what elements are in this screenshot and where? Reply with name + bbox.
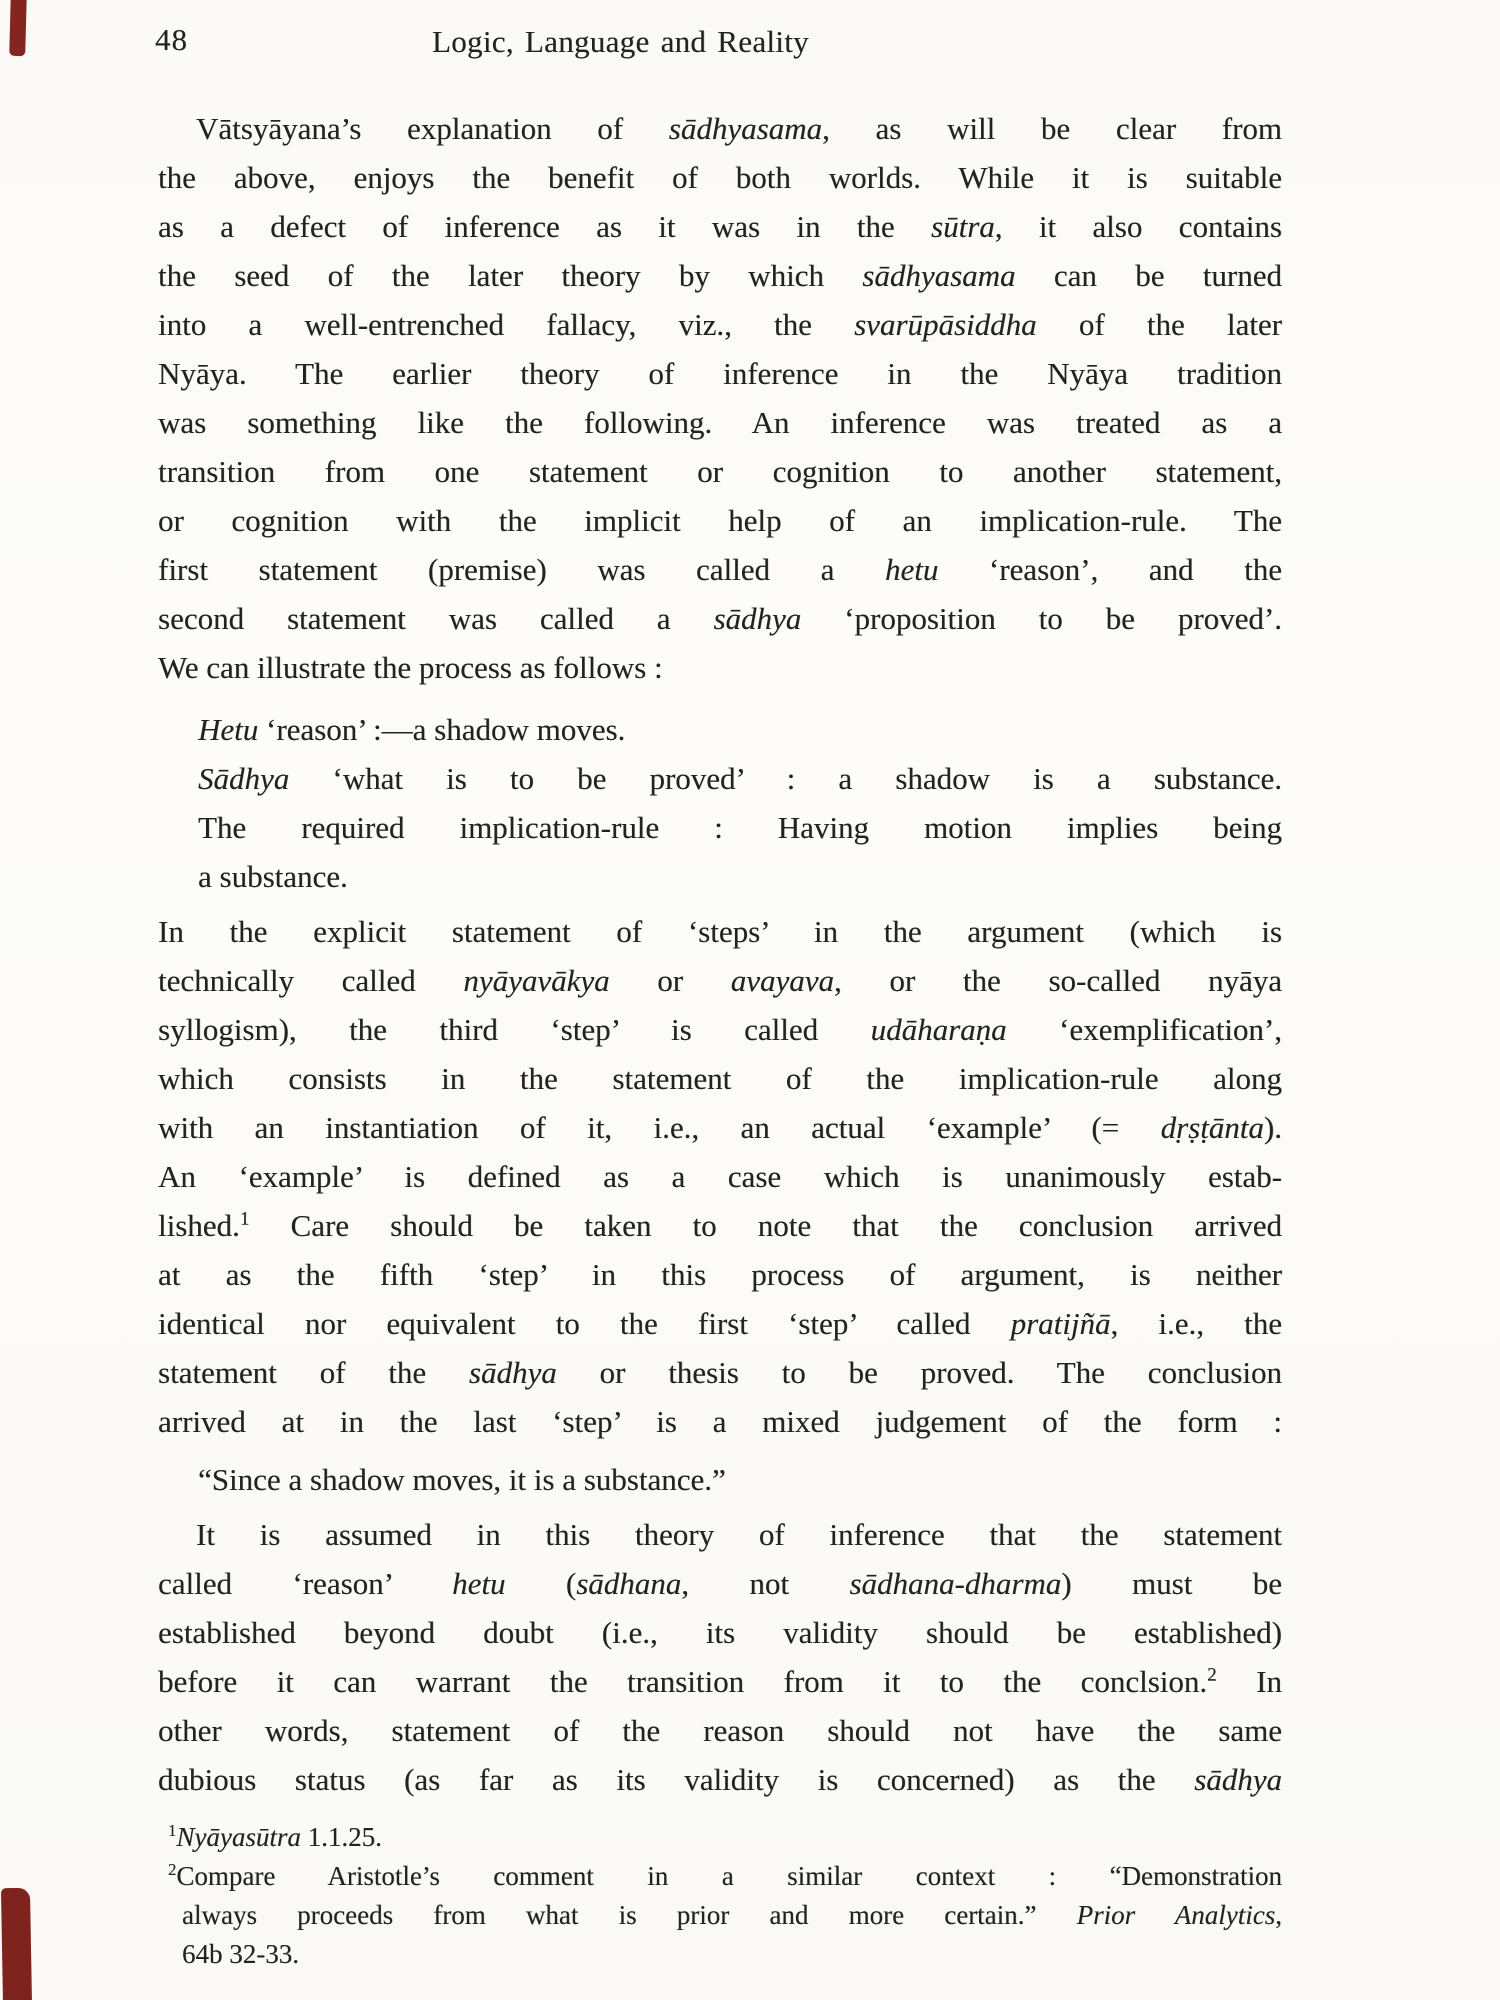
text-segment: a substance. — [198, 859, 348, 894]
text-segment: Vātsyāyana’s explanation of — [196, 111, 669, 146]
text-segment: can be turned — [1015, 258, 1282, 293]
text-line — [158, 1755, 1282, 1804]
italic-term: sādhana — [576, 1566, 682, 1601]
text-line — [158, 643, 1282, 692]
text-segment: other words, statement of the reason should not have the same — [158, 1713, 1282, 1748]
text-segment: 64b 32-33. — [182, 1939, 299, 1969]
italic-term: hetu — [884, 552, 939, 587]
text-segment: The required implication-rule : Having motion implies being — [198, 810, 1282, 845]
text-segment: which consists in the statement of the implication-rule along — [158, 1061, 1282, 1096]
text-segment: , i.e., the — [1110, 1306, 1283, 1341]
text-line — [198, 852, 1282, 901]
footnote-line — [168, 1935, 1282, 1974]
text-segment: or — [609, 963, 731, 998]
text-segment: the above, enjoys the benefit of both worlds. While it is suitable — [158, 160, 1282, 195]
text-segment: In — [1216, 1664, 1282, 1699]
example-block — [198, 705, 1282, 901]
text-segment: In the explicit statement of ‘steps’ in the argument (which is — [158, 914, 1282, 949]
text-segment: , — [1275, 1900, 1282, 1930]
text-line — [158, 1201, 1282, 1250]
text-segment: first statement (premise) was called a — [158, 552, 885, 587]
text-segment: ‘reason’, and the — [938, 552, 1282, 587]
text-line — [158, 1657, 1282, 1706]
footnote-reference: 1 — [239, 1208, 250, 1230]
text-line — [158, 447, 1282, 496]
text-segment: It is assumed in this theory of inference that the statement — [196, 1517, 1282, 1552]
text-line — [158, 1397, 1282, 1446]
text-segment: Compare Aristotle’s comment in a similar context : “Demonstration — [176, 1861, 1282, 1891]
text-line — [158, 104, 1282, 153]
text-segment: , not — [681, 1566, 850, 1601]
text-segment: ‘what is to be proved’ : a shadow is a substance. — [289, 761, 1282, 796]
footnote — [168, 1857, 1282, 1974]
text-line — [158, 1103, 1282, 1152]
text-segment: arrived at in the last ‘step’ is a mixed judgement of the form : — [158, 1404, 1282, 1439]
italic-term: nyāyavākya — [463, 963, 610, 998]
text-line — [158, 251, 1282, 300]
text-segment: ). — [1263, 1110, 1282, 1145]
paragraph — [158, 1510, 1282, 1804]
text-segment: syllogism), the third ‘step’ is called — [158, 1012, 871, 1047]
text-line — [158, 153, 1282, 202]
text-segment: statement of the — [158, 1355, 469, 1390]
text-line — [158, 398, 1282, 447]
text-segment: “Since a shadow moves, it is a substance.” — [198, 1462, 726, 1497]
page-body — [158, 104, 1282, 1974]
italic-term: hetu — [452, 1566, 506, 1601]
text-segment: Nyāya. The earlier theory of inference in the Nyāya tradition — [158, 356, 1282, 391]
text-line — [158, 202, 1282, 251]
text-line — [158, 1005, 1282, 1054]
text-segment: ‘exemplification’, — [1006, 1012, 1282, 1047]
text-segment: into a well-entrenched fallacy, viz., the — [158, 307, 855, 342]
text-line — [158, 496, 1282, 545]
text-line — [158, 545, 1282, 594]
page-number: 48 — [155, 22, 188, 57]
italic-term: sādhya — [1194, 1762, 1282, 1797]
book-binding-mark-bottom — [1, 1888, 32, 2000]
text-line — [158, 1152, 1282, 1201]
text-segment: , as will be clear from — [822, 111, 1283, 146]
footnote-line — [168, 1857, 1282, 1896]
text-line — [158, 1299, 1282, 1348]
text-line — [158, 1250, 1282, 1299]
text-segment: as a defect of inference as it was in the — [158, 209, 932, 244]
text-segment: called ‘reason’ — [158, 1566, 453, 1601]
text-line — [158, 594, 1282, 643]
text-segment: ) must be — [1061, 1566, 1282, 1601]
italic-term: pratijñā — [1010, 1306, 1111, 1341]
italic-term: sādhya — [713, 601, 802, 636]
text-blocks — [158, 104, 1282, 1804]
italic-term: Nyāyasūtra — [176, 1822, 301, 1852]
text-line — [198, 803, 1282, 852]
text-segment: , or the so-called nyāya — [834, 963, 1283, 998]
text-segment: ( — [505, 1566, 577, 1601]
italic-term: sādhyasama — [668, 111, 823, 146]
text-segment: transition from one statement or cognition to another statement, — [158, 454, 1282, 489]
text-line — [198, 1455, 1282, 1504]
paragraph — [158, 104, 1282, 692]
text-line — [158, 300, 1282, 349]
text-segment: dubious status (as far as its validity is concerned) as the — [158, 1762, 1195, 1797]
text-segment: before it can warrant the transition from it to the conclsion. — [158, 1664, 1208, 1699]
text-segment: established beyond doubt (i.e., its validity should be established) — [158, 1615, 1282, 1650]
text-line — [198, 705, 1282, 754]
footnote-line — [168, 1896, 1282, 1935]
text-segment: at as the fifth ‘step’ in this process of argument, is neither — [158, 1257, 1282, 1292]
text-segment: or thesis to be proved. The conclusion — [556, 1355, 1282, 1390]
footnote-reference: 2 — [1207, 1664, 1217, 1686]
text-line — [158, 1510, 1282, 1559]
italic-term: Prior Analytics — [1076, 1900, 1276, 1930]
footnote-reference: 1 — [168, 1821, 177, 1840]
text-line — [158, 1706, 1282, 1755]
text-segment: or cognition with the implicit help of an implication-rule. The — [158, 503, 1282, 538]
text-segment: An ‘example’ is defined as a case which is unanimously estab- — [158, 1159, 1282, 1194]
text-segment: , it also contains — [994, 209, 1282, 244]
text-segment: 1.1.25. — [300, 1822, 382, 1852]
italic-term: sādhana-dharma — [849, 1566, 1062, 1601]
text-segment: with an instantiation of it, i.e., an actual ‘example’ (= — [158, 1110, 1161, 1145]
footnote-reference: 2 — [168, 1860, 177, 1879]
footnotes — [158, 1818, 1282, 1974]
text-segment: was something like the following. An inference was treated as a — [158, 405, 1282, 440]
text-line — [158, 907, 1282, 956]
italic-term: udāharaṇa — [870, 1012, 1007, 1047]
italic-term: avayava — [730, 963, 835, 998]
footnote — [168, 1818, 1282, 1857]
text-segment: We can illustrate the process as follows : — [158, 650, 663, 685]
text-segment: Care should be taken to note that the conclusion arrived — [249, 1208, 1282, 1243]
italic-term: dṛṣṭānta — [1160, 1110, 1264, 1145]
italic-term: Hetu — [198, 712, 259, 747]
text-segment: of the later — [1036, 307, 1282, 342]
running-title: Logic, Language and Reality — [432, 24, 809, 59]
text-segment: always proceeds from what is prior and more certain.” — [182, 1900, 1077, 1930]
text-segment: lished. — [158, 1208, 240, 1243]
book-binding-mark-top — [9, 0, 27, 56]
text-line — [158, 956, 1282, 1005]
italic-term: sādhyasama — [862, 258, 1016, 293]
text-segment: the seed of the later theory by which — [158, 258, 863, 293]
text-segment: ‘reason’ :—a shadow moves. — [258, 712, 626, 747]
text-segment: second statement was called a — [158, 601, 714, 636]
paragraph — [158, 907, 1282, 1446]
text-segment: technically called — [158, 963, 464, 998]
italic-term: svarūpāsiddha — [854, 307, 1037, 342]
italic-term: Sādhya — [198, 761, 290, 796]
italic-term: sūtra — [931, 209, 995, 244]
footnote-line — [168, 1818, 1282, 1857]
text-line — [158, 349, 1282, 398]
text-line — [158, 1054, 1282, 1103]
text-line — [158, 1608, 1282, 1657]
text-segment: ‘proposition to be proved’. — [801, 601, 1283, 636]
italic-term: sādhya — [468, 1355, 557, 1390]
text-line — [158, 1559, 1282, 1608]
text-line — [198, 754, 1282, 803]
text-line — [158, 1348, 1282, 1397]
quote-block — [198, 1455, 1282, 1504]
text-segment: identical nor equivalent to the first ‘step’ called — [158, 1306, 1011, 1341]
